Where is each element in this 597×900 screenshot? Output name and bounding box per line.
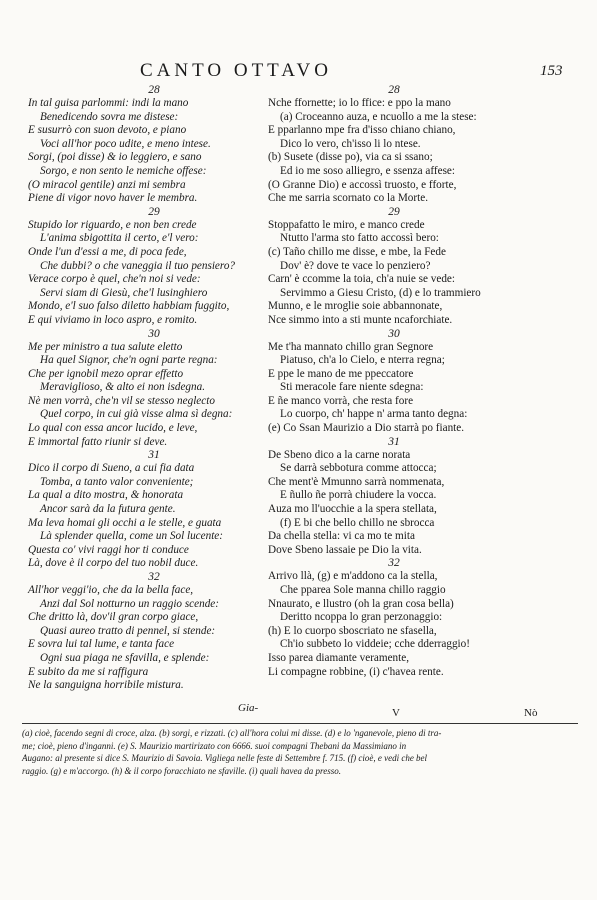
verse-line: Sti meracole fare niente sdegna: <box>280 381 424 394</box>
verse-line: Meraviglioso, & alto ei non isdegna. <box>40 381 205 394</box>
verse-line: E ñe manco vorrà, che resta fore <box>268 394 414 407</box>
verse-line: Deritto ncoppa lo gran perzonaggio: <box>280 611 443 624</box>
verse-line: (f) E bi che bello chillo ne sbrocca <box>280 516 435 529</box>
italian-stanza <box>28 328 280 450</box>
verse-line: Sorgi, (poi disse) & io leggiero, e sano <box>28 151 202 164</box>
verse-line: Stoppafatto le miro, e manco crede <box>268 218 425 231</box>
verse-line: Dov' è? dove te vace lo penziero? <box>280 259 431 272</box>
verse-line: Verace corpo è quel, che'n noi si vede: <box>28 273 201 286</box>
footnote-rule <box>22 723 578 724</box>
verse-line: E sovra lui tal lume, e tanta face <box>28 638 175 651</box>
stanza-number: 31 <box>388 435 400 448</box>
verse-line: (O miracol gentile) anzi mi sembra <box>28 178 186 191</box>
neapolitan-column <box>268 84 520 679</box>
stanza-number: 28 <box>148 84 160 96</box>
verse-line: Ch'io subbeto lo viddeie; cche dderraggio! <box>280 638 470 651</box>
italian-stanza <box>28 84 280 206</box>
verse-line: Me per ministro a tua salute eletto <box>28 340 183 353</box>
verse-line: Quasi aureo tratto di pennel, si stende: <box>40 624 216 637</box>
verse-line: Quel corpo, in cui già visse alma sì degna: <box>40 408 233 421</box>
italian-stanza <box>28 206 280 328</box>
neapolitan-stanza <box>268 557 520 679</box>
verse-line: Tomba, a tanto valor conveniente; <box>40 475 194 488</box>
verse-line: Questa co' vivi raggi hor ti conduce <box>28 543 189 556</box>
verse-line: Dico lo vero, ch'isso li lo ntese. <box>280 137 421 150</box>
verse-line: All'hor veggi'io, che da la bella face, <box>28 584 194 596</box>
verse-line: Da chella stella: vi ca mo te mita <box>268 530 415 543</box>
verse-line: Ha quel Signor, che'n ogni parte regna: <box>40 354 218 367</box>
verse-line: Stupido lor riguardo, e non ben crede <box>28 218 197 231</box>
verse-line: (O Granne Dio) e accossì truosto, e fforte, <box>268 178 457 191</box>
verse-line: Li compagne robbine, (i) c'havea rente. <box>268 665 444 678</box>
verse-line: Ma leva homai gli occhi a le stelle, e guata <box>28 516 222 529</box>
footnotes <box>22 727 582 777</box>
verse-line: Ntutto l'arma sto fatto accossì bero: <box>280 232 439 245</box>
verse-line: (a) Croceanno auza, e ncuollo a me la stese: <box>280 110 477 123</box>
verse-line: Là, dove è il corpo del tuo nobil duce. <box>28 557 199 570</box>
verse-line: Nche ffornette; io lo ffice: e ppo la mano <box>268 97 451 109</box>
verse-line: Me t'ha mannato chillo gran Segnore <box>268 340 434 353</box>
verse-line: Là splender quella, come un Sol lucente: <box>40 530 223 543</box>
footnote-line: Augano: al presente si dice S. Maurizio di Savoia. Vigliega nelle feste di Settembre f. 715. (f) cioè, e vedi che bel <box>22 753 428 764</box>
neapolitan-stanza <box>268 84 520 206</box>
verse-line: Munno, e le mroglie soie abbannonate, <box>268 300 443 313</box>
stanza-number: 29 <box>148 205 160 218</box>
footnote-line: raggio. (g) e m'accorgo. (h) & il corpo foracchiato ne sfaville. (i) quali havea da presso. <box>22 765 341 776</box>
verse-line: L'anima sbigottita il certo, e'l vero: <box>40 232 199 245</box>
page-number: 153 <box>540 63 563 79</box>
verse-line: Ogni sua piaga ne sfavilla, e splende: <box>40 651 210 664</box>
stanza-number: 29 <box>388 205 400 218</box>
stanza-number: 32 <box>148 571 160 583</box>
footnote-line: me; cioè, pieno d'inganni. (e) S. Maurizio martirizato con 6666. suoi compagni Thebani da Massimiano in <box>22 740 407 751</box>
verse-line: E subito da me si raffigura <box>28 665 149 678</box>
stanza-number: 30 <box>148 327 160 340</box>
verse-line: Benedicendo sovra me distese: <box>40 110 179 123</box>
verse-line: Voci all'hor poco udite, e meno intese. <box>40 137 211 150</box>
italian-column <box>28 84 280 693</box>
verse-line: Anzi dal Sol notturno un raggio scende: <box>40 597 219 610</box>
verse-line: Che dritto là, dov'il gran corpo giace, <box>28 611 199 624</box>
verse-line: (b) Susete (disse po), via ca si ssano; <box>268 151 433 164</box>
footnote-line: (a) cioè, facendo segni di croce, alza. (b) sorgi, e rizzati. (c) all'hora colui mi disse. (d) e lo 'nganevole, pieno di tra- <box>22 728 442 738</box>
verse-line: Servi siam di Giesù, che'l lusinghiero <box>40 286 208 299</box>
stanza-number: 30 <box>388 327 400 340</box>
verse-line: Piatuso, ch'a lo Cielo, e nterra regna; <box>280 354 445 367</box>
verse-line: (c) Taño chillo me disse, e mbe, la Fede <box>268 245 446 258</box>
italian-stanza <box>28 449 280 571</box>
verse-line: (h) E lo cuorpo sboscriato ne sfasella, <box>268 624 437 637</box>
neapolitan-stanza <box>268 436 520 558</box>
verse-line: Piene di vigor novo haver le membra. <box>28 192 198 205</box>
verse-line: Che ment'è Mmunno sarrà nommenata, <box>268 475 445 488</box>
signature-mark: V <box>392 707 400 719</box>
stanza-number: 31 <box>148 449 160 462</box>
verse-line: E immortal fatto riunir si deve. <box>28 435 168 448</box>
stanza-number: 28 <box>388 84 400 96</box>
verse-line: E susurrò con suon devoto, e piano <box>28 124 187 137</box>
verse-line: Servimmo a Giesu Cristo, (d) e lo trammiero <box>280 286 481 299</box>
neapolitan-stanza <box>268 328 520 436</box>
verse-line: Che per ignobil mezo oprar effetto <box>28 367 184 380</box>
italian-stanza <box>28 571 280 693</box>
running-title: CANTO OTTAVO <box>140 60 332 81</box>
verse-line: Che me sarria scornato co la Morte. <box>268 192 428 205</box>
verse-line: Che pparea Sole manna chillo raggio <box>280 584 446 596</box>
verse-line: Dove Sbeno lassaie pe Dio la vita. <box>268 543 422 556</box>
verse-line: Ed io me soso alliegro, e ssenza affese: <box>280 164 456 177</box>
stanza-number: 32 <box>388 557 400 570</box>
verse-line: Se darrà sebbotura comme attocca; <box>280 462 437 475</box>
catchword-left: Gia- <box>238 702 259 714</box>
verse-line: Mondo, e'l suo falso diletto habbiam fuggito, <box>28 300 230 313</box>
verse-line: De Sbeno dico a la carne norata <box>268 448 411 461</box>
verse-line: Nce simmo into a sti munte ncaforchiate. <box>268 313 453 326</box>
catchword-right: Nò <box>524 707 538 719</box>
verse-line: E ñullo ñe porrà chiudere la vocca. <box>280 489 437 502</box>
verse-line: Onde l'un d'essi a me, di poca fede, <box>28 245 187 258</box>
verse-line: Lo cuorpo, ch' happe n' arma tanto degna: <box>280 408 468 421</box>
verse-line: Carn' è ccomme la toia, ch'a nuie se vede: <box>268 273 455 286</box>
neapolitan-stanza <box>268 206 520 328</box>
verse-line: Dico il corpo di Sueno, a cui fia data <box>28 462 195 475</box>
verse-line: Lo qual con essa ancor lucido, e leve, <box>28 422 198 435</box>
verse-line: Isso parea diamante veramente, <box>268 651 410 664</box>
verse-line: Nnaurato, e llustro (oh la gran cosa bella) <box>268 597 454 610</box>
verse-line: E pparlanno mpe fra d'isso chiano chiano, <box>268 124 456 137</box>
verse-line: Che dubbi? o che vaneggia il tuo pensiero? <box>40 259 236 272</box>
verse-line: In tal guisa parlommi: indi la mano <box>28 97 189 109</box>
verse-line: Nè men vorrà, che'n vil se stesso neglecto <box>28 394 215 407</box>
verse-line: Arrivo llà, (g) e m'addono ca la stella, <box>268 570 438 583</box>
verse-line: Sorgo, e non sento le nemiche offese: <box>40 164 207 177</box>
verse-line: E ppe le mano de me ppeccatore <box>268 367 414 380</box>
verse-line: La qual a dito mostra, & honorata <box>28 489 184 502</box>
verse-line: E qui viviamo in loco aspro, e romito. <box>28 313 198 326</box>
verse-line: Ancor sarà da la futura gente. <box>40 503 176 516</box>
verse-line: (e) Co Ssan Maurizio a Dio starrà po fiante. <box>268 422 465 435</box>
verse-line: Ne la sanguigna horribile mistura. <box>28 679 184 692</box>
verse-line: Auza mo ll'uocchie a la spera stellata, <box>268 503 437 516</box>
